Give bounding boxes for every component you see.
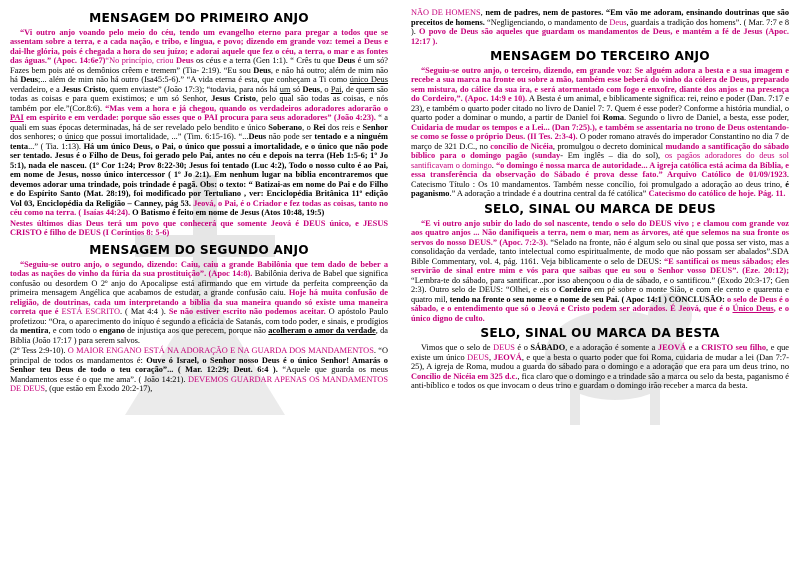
third-angel-text bbox=[411, 66, 789, 199]
text-run: Vimos que o selo de bbox=[421, 343, 494, 353]
text-run: em pé sobre o monte Sião, e com ele cento e quarenta e quatro mil, bbox=[411, 285, 789, 304]
text-run: “o domingo é nossa marca de autoridade... A igreja católica está acima da Bíblia, e essa transferência da observação do Sábado é prova desse fato.” Arquivo Católico de 01/09/1923 bbox=[411, 160, 789, 180]
text-run: tendo na fronte o seu nome e o nome de seu Pai. ( Apoc 14:1 ) CONCLUSÃO: bbox=[449, 294, 725, 304]
text-run: DEUS bbox=[467, 352, 489, 362]
text-run: .” A adoração a trindade é a doutrina central da fé católica” bbox=[449, 189, 649, 199]
text-run: “Mas vem a hora e já chegou, quando os verdadeiros adoradores adorarão o bbox=[105, 103, 388, 113]
text-run: Cuidaria de mudar os tempos e a Lei... (Dan 7:25).), e também se assentaria no trono de Deus ostentando-se como se fosse o próprio Deus. (II Tes. 2:3-4). bbox=[411, 122, 789, 142]
text-run: em espírito e em verdade: porque são esses que o bbox=[23, 113, 205, 123]
text-run: Hoje há muita confusão de religião, de doutrinas, cada um interpretando a bíblia da sua maneira quando só existe uma maneira correta que é bbox=[10, 288, 388, 317]
seal-of-god-heading: SELO, SINAL OU MARCA DE DEUS bbox=[484, 201, 716, 216]
text-run: só bbox=[290, 84, 303, 94]
text-run: , o bbox=[320, 84, 331, 94]
first-angel-text bbox=[10, 28, 388, 218]
second-angel-text-end bbox=[411, 8, 789, 46]
third-angel-heading: MENSAGEM DO TERCEIRO ANJO bbox=[490, 49, 710, 63]
text-run: o selo de Deus é o sábado, e o entendimento que só o Jeová e Cristo podem ser adorados. É Jeová, que é o bbox=[411, 294, 789, 314]
text-run: NÃO DE HOMENS bbox=[411, 8, 481, 17]
text-run: DEUS bbox=[493, 343, 515, 353]
text-run: Pai bbox=[330, 84, 342, 94]
text-run: dos reis e bbox=[325, 122, 363, 132]
text-run: . “O principal de todos os mandamentos é: bbox=[10, 346, 388, 365]
text-run: JEOVÁ bbox=[493, 352, 522, 362]
text-run: é paganismo bbox=[411, 179, 789, 199]
text-run: “Lembra-te do sábado, para santificar...por isso abençoou o dia de sábado, e o santificou.” (Exodo 20:3-17; Gen 2:3). Outro selo de DEUS: “Olhei, e eis o bbox=[411, 275, 789, 295]
text-run: e a bbox=[686, 343, 702, 353]
text-run: , (que estão em Êxodo 20:2-17), bbox=[45, 384, 153, 394]
text-run: O poder romano através do imperador Constantino no dia 7 de março de 321 D.C., no bbox=[411, 132, 789, 151]
text-run: ;... além de mim não há outro (Isa45:5-6).” “A vida eterna é esta, que conheçam a Ti como bbox=[38, 75, 350, 85]
text-run: “Seguiu-se outro anjo, o segundo, dizendo: Caiu, caiu a grande Babilônia que tem dado de beber a todas as nações do vinho da fúria da sua prostituição”. (Apoc 14:8). bbox=[10, 259, 388, 279]
text-run: DEVEMOS GUARDAR APENAS OS MANDAMENTOS DE DEUS bbox=[10, 374, 388, 394]
text-run: CRISTO bbox=[701, 343, 734, 353]
text-run: Senhor bbox=[362, 122, 388, 132]
text-run: (2º Tess 2:9-10). bbox=[10, 346, 68, 356]
text-run: A Besta é um animal, e biblicamente significa: rei, reino e poder (Dan. 7:17 e 23), e também o quarto poder citado no livro de Daniel 7: 7. Quem é esse poder? Conforme a história mundial, o quarto poder a dominar o mundo, a partir de Daniel foi bbox=[411, 94, 789, 123]
text-run: Babilônia deriva de Babel que significa confusão ou desordem O 2º anjo do Apocalipse está afirmando que em virtude da perfeita compreenção da primeira mensagem Angélica que acabamos de estudar, a grande confusão caiu. bbox=[10, 269, 388, 298]
mark-of-beast-text bbox=[411, 343, 789, 391]
second-angel-text bbox=[10, 260, 388, 346]
text-run: que possui imortalidade, ...” (Tim. 6:15-16). “... bbox=[83, 132, 249, 142]
text-run: verdadeiro, e a bbox=[10, 84, 62, 94]
text-run: mudando a santificação do sábado bíblico para o domingo pagão (sunday bbox=[411, 141, 789, 161]
text-run: tentado e a ninguém tenta bbox=[10, 132, 388, 151]
text-run: um bbox=[279, 84, 291, 94]
text-run: de injustiça aos que perecem, porque não bbox=[124, 326, 269, 336]
seal-of-god-text bbox=[411, 219, 789, 324]
text-run: , o bbox=[302, 122, 314, 132]
text-run: “Aquele que guarda os meus Mandamentos esse é o que me ama”. ( João 14:21). bbox=[10, 365, 388, 384]
text-run: Jeová, o Pai, é o Criador e fez todas as coisas, tanto no céu como na terra. ( Isaías 44:24). bbox=[10, 198, 388, 218]
text-run: Deus bbox=[609, 17, 627, 27]
text-run: Único Deus bbox=[732, 304, 774, 314]
text-run: , guardais a tradição dos homens”. ( Mar. 7:7 e 8 ). bbox=[411, 17, 789, 36]
text-run: , e a adoração é somente a bbox=[565, 343, 658, 353]
text-run: “Vi outro anjo voando pelo meio do céu, tendo um evangelho eterno para pregar a todos que se assentam sobre a terra, e a cada nação, e tribo, e língua, e povo; dizendo em grande voz: temei a Deus e dai-lhe glória, pois é chegada a hora do seu juízo; e adorai aquele que fez o céu, a terra, o mar e as fontes das águas.” (Apoc. 14:6e7) bbox=[10, 27, 388, 66]
text-run: “Selado na fronte, não é algum selo ou sinal que possa ser visto, mas a consolidação da verdade, tanto intelectual como espiritualmente, de modo que não possam ser abalados”.SDA Bible Commentary, vol. 4, pág. 1161. Veja biblicamente o selo de DEUS: bbox=[411, 237, 789, 266]
text-run: , fica claro que o domingo e a trindade são a marca ou selo da besta, paganismo é anti-bíblico e todos os que invocam o deus trino e guardam o domingo irão receber a marca da besta. bbox=[411, 371, 789, 391]
text-run: “Seguiu-se outro anjo, o terceiro, dizendo, em grande voz: Se alguém adora a besta e a sua imagem e recebe a sua marca na fronte ou sobre a mão, também esse beberá do vinho da cólera de Deus, preparado sem mistura, do cálice da sua ira, e será atormentado com fogo e enxofre, diante dos anjos e na presença do Cordeiro,”. (Apoc. 14:9 e 10). bbox=[411, 65, 789, 104]
text-run: Soberano bbox=[268, 122, 303, 132]
text-run: O MAIOR ENGANO ESTÁ NA ADORAÇÃO E NA GUARDA DOS MANDAMENTOS bbox=[67, 346, 374, 356]
text-run: SÁBADO bbox=[530, 343, 566, 353]
text-run: - Em inglês – dia do sol), bbox=[560, 151, 665, 161]
text-run: , e com todo o bbox=[48, 326, 100, 336]
text-run: . bbox=[491, 160, 496, 170]
text-run: Ouve ó Israel, o Senhor nosso Deus é o único Senhor! Amarás o Senhor teu Deus de todo o teu coração”... ( Mar. 12:29; Deut. 6:4 ). bbox=[10, 355, 388, 375]
text-run: dos senhores; o bbox=[10, 132, 66, 142]
first-angel-conclusion: Nestes últimos dias Deus terá um povo que conhecerá que somente Jeová é DEUS único, e JESUS CRISTO é filho de DEUS (I Coríntios 8: 5-6) bbox=[10, 218, 388, 238]
text-run: Catecismo do católico de hoje. Pág. 11. bbox=[648, 189, 786, 199]
text-run: Se não estiver escrito não podemos aceitar. bbox=[168, 307, 326, 317]
text-run: procura para seus adoradores” (João 4:23). bbox=[217, 113, 376, 123]
right-column bbox=[411, 8, 789, 568]
text-run: , quem enviaste” (João 17:3); “todavia, para nós há bbox=[105, 84, 280, 94]
first-angel-heading: MENSAGEM DO PRIMEIRO ANJO bbox=[89, 11, 309, 25]
second-angel-text-continued bbox=[10, 346, 388, 394]
text-run: O Batismo é feito em nome de Jesus (Atos 10:48, 19:5) bbox=[130, 208, 325, 218]
text-run: engano bbox=[99, 326, 125, 336]
text-run: Deus bbox=[253, 65, 271, 75]
text-run: PAI bbox=[204, 113, 218, 123]
text-run: os pagãos adoradores do deus sol santificavam o domingo bbox=[411, 151, 789, 170]
second-angel-heading: MENSAGEM DO SEGUNDO ANJO bbox=[89, 242, 309, 257]
text-run: único bbox=[65, 132, 84, 142]
text-run: , da Bíblia (João 17:17 ) para serem salvos. bbox=[10, 326, 388, 345]
text-run: é um só? Fazes bem pois até os demônios crêem e tremem” (Tia- 2:19). “Eu sou bbox=[10, 56, 388, 75]
text-run: Jesus Cristo bbox=[211, 94, 256, 104]
text-run: JEOVÁ bbox=[657, 343, 687, 353]
text-run: Rei bbox=[313, 122, 326, 132]
text-run: Jesus Cristo bbox=[61, 84, 106, 94]
text-run: O povo de Deus são aqueles que guardam os mandamentos de Deus, e mantém a fé de Jesus (Apoc. 12:17 ). bbox=[411, 27, 789, 46]
text-run: PAI bbox=[10, 113, 24, 123]
text-run: “ Batizai-as em nome do Pai e do Filho e do Espírito Santo (Mat. 28:19), foi modificado por Tertuliano , ver: Enciclopédia Britânica 11º edição Vol 03, Enciclopédia da Religião – Canney, pág 53. bbox=[10, 179, 388, 208]
text-run: Deus bbox=[337, 56, 356, 66]
text-run: Há um único Deus, o Pai, o único que possui a imortalidade, e o único que não pode ser tentado. Jesus é o Filho de Deus, foi gerado pelo Pai, antes no céu e depois na terra (Heb 1:5-6; 1º Jo 5:1), nada ele nasceu. (1º Cor 1:24; Prov 8:22-30; Jesus foi tentado (Luc 4:2), Todo o nosso culto é ao Pai, em nome de Jesus, nosso único intercessor ( 1º Jo 2:1). Em nenhum lugar na bíblia encontraremos que devemos adorar uma trindade, pois trindade é pagã. Obs: o texto: bbox=[10, 141, 388, 189]
text-run: nem de padres, nem de pastores. “Em vão me adoram, ensinando doutrinas que são preceitos de homens. bbox=[411, 8, 789, 27]
text-run: , e que a besta o quarto poder que foi Roma, cuidaria de mudar a lei (Dan 7:7-25), A igreja de Roma, mudou a guarda do sábado para o domingo e a adoração que era para um deus trino, no bbox=[411, 352, 789, 372]
text-run: , promulgou o decreto dominical bbox=[552, 141, 666, 151]
left-column bbox=[10, 8, 388, 568]
text-run: ESTÁ ESCRITO bbox=[61, 307, 120, 317]
text-run: Deus bbox=[20, 75, 39, 85]
text-run: seu filho bbox=[735, 343, 767, 353]
text-run: , e o único digno de culto. bbox=[411, 304, 789, 323]
text-run: acolheram o amor da verdade bbox=[268, 326, 376, 336]
text-run: , bbox=[480, 8, 486, 17]
text-run: , pelo qual são todas as coisas, e nós também por ele.”(Cor.8:6). bbox=[10, 94, 388, 113]
text-run: concílio de Nicéia bbox=[490, 141, 553, 151]
text-run: Cordeiro bbox=[558, 285, 592, 295]
text-run: , de quem são todas as coisas e para quem existimos; e um só Senhor, bbox=[10, 84, 388, 104]
text-run: não pode ser bbox=[266, 132, 315, 142]
text-run: , bbox=[488, 352, 494, 362]
text-run: . Catecismo Título : Os 10 mandamentos. Também nesse concílio, foi promulgado a adoração ao deus trino, bbox=[411, 170, 789, 189]
text-run: “ a quali em suas épocas determinadas, há de ser revelado pelo bendito e único bbox=[10, 113, 388, 132]
text-run: os céus e a terra (Gen 1:1). “ Crês tu que bbox=[193, 56, 338, 66]
text-run: , e que existe um único bbox=[411, 343, 789, 362]
text-run: Deus bbox=[302, 84, 321, 94]
text-run: . Segundo o livro de Daniel, a besta, esse poder, bbox=[624, 113, 789, 123]
text-run: , e não há outro; além de mim não há bbox=[10, 65, 388, 85]
text-run: . ( Mat 4:4 ). bbox=[119, 307, 169, 317]
text-run: “No princípio, criou bbox=[105, 56, 176, 66]
text-run: é o bbox=[514, 343, 531, 353]
text-run: Roma bbox=[602, 113, 625, 123]
text-run: ...” ( Tia. 1:13). bbox=[28, 141, 84, 151]
text-run: único Deus bbox=[349, 75, 388, 85]
text-run: Deus bbox=[248, 132, 267, 142]
text-run: “Negligenciando, o mandamento de bbox=[484, 17, 610, 27]
text-run: Deus bbox=[175, 56, 194, 66]
text-run: mentira bbox=[20, 326, 49, 336]
text-run: O apóstolo Paulo profetizou: “Ora, o aparecimento do iníquo é segundo a eficácia de Satanás, com todo poder, e sinais, e prodígios da bbox=[10, 307, 388, 336]
text-run: Concílio de Nicéia em 325 d.c. bbox=[411, 371, 518, 381]
mark-of-beast-heading: SELO, SINAL OU MARCA DA BESTA bbox=[480, 326, 720, 341]
text-run: “E vi outro anjo subir do lado do sol nascente, tendo o selo do DEUS vivo ; e clamou com grande voz aos quatro anjos ... Não danifiqueis a terra, nem o mar, nem as árvores, até que selemos na sua fronte os servos do nosso DEUS.” (Apoc. 7:2-3). bbox=[411, 218, 789, 247]
text-run: “E santificai os meus sábados; eles servirão de sinal entre mim e vós para que saibas que eu sou o Senhor vosso DEUS”. (Eze. 20:12); bbox=[411, 256, 789, 276]
